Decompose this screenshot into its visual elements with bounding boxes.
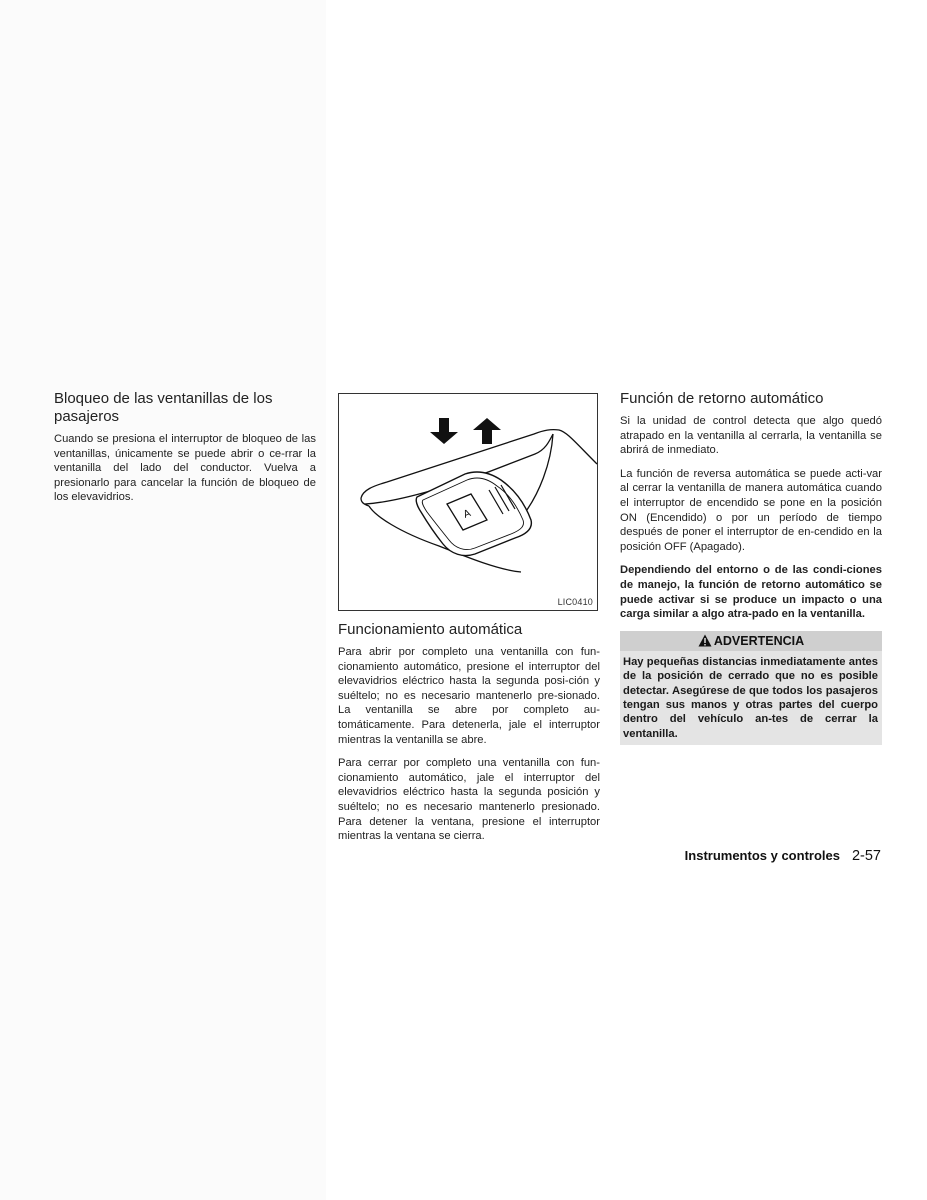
warning-box: [620, 631, 882, 745]
page-gutter-shade: [0, 0, 326, 1200]
figure-window-switch: [338, 393, 598, 611]
warning-title-bar: [620, 631, 882, 651]
warning-title: ADVERTENCIA: [713, 633, 805, 648]
arrow-up-icon: [473, 418, 501, 444]
paragraph-auto-reverse-1: Si la unidad de control detecta que algo quedó atrapado en la ventanilla al cerrarla, la ventanilla se abrirá de inmediato.: [620, 415, 882, 457]
footer-section-title: Instrumentos y controles: [684, 848, 840, 863]
warning-text: Hay pequeñas distancias inmediatamente antes de la posición de cerrado que no es posible detectar. Asegúrese de que todos los pasajeros tengan sus manos y otras partes del cuerpo dentro del vehículo an-tes de cerrar la ventanilla.: [623, 655, 878, 740]
page-footer: [685, 848, 881, 864]
column-right: [620, 390, 882, 745]
heading-auto-operation: Funcionamiento automática: [338, 621, 523, 638]
arrow-down-icon: [430, 418, 458, 444]
window-switch-icon: [416, 472, 531, 556]
figure-code: LIC0410: [557, 597, 593, 607]
svg-text:A: A: [462, 508, 473, 521]
heading-auto-reverse: Función de retorno automático: [620, 390, 824, 407]
warning-triangle-icon: [698, 634, 712, 647]
column-middle: [338, 390, 600, 853]
paragraph-auto-close: Para cerrar por completo una ventanilla con fun-cionamiento automático, jale el interruptor del elevavidrios eléctrico hasta la segunda posición y suéltelo; no es necesario mantenerlo presionado. Para detener la ventana, presione el interruptor mientras la ventana se cierra.: [338, 757, 600, 843]
column-left: [54, 390, 316, 514]
heading-window-lock: Bloqueo de las ventanillas de los pasajeros: [54, 390, 273, 425]
paragraph-auto-reverse-2: La función de reversa automática se puede acti-var al cerrar la ventanilla de manera automática cuando el interruptor de encendido se pone en la posición ON (Encendido) o por un período de tiempo después de poner el interruptor de en-cendido en la posición OFF (Apagado).: [620, 467, 882, 553]
page-number: 2-57: [851, 848, 881, 864]
paragraph-auto-reverse-note: Dependiendo del entorno o de las condi-ciones de manejo, la función de retorno automático se puede activar si se produce un impacto o una carga similar a algo atra-pado en la ventanilla.: [620, 564, 882, 621]
window-switch-illustration: [339, 394, 599, 612]
paragraph-auto-open: Para abrir por completo una ventanilla con fun-cionamiento automático, presione el interruptor del elevavidrios eléctrico hasta la segunda posi-ción y suéltelo; no es necesario mantenerlo pre-sionado. La ventanilla se abre por completo au-tomáticamente. Para detenerla, jale el interruptor mientras la ventanilla se abre.: [338, 646, 600, 746]
paragraph-window-lock: Cuando se presiona el interruptor de bloqueo de las ventanillas, únicamente se puede abrir o ce-rrar la ventanilla del lado del conductor. Vuelva a presionarlo para cancelar la función de bloqueo de los elevavidrios.: [54, 433, 316, 504]
